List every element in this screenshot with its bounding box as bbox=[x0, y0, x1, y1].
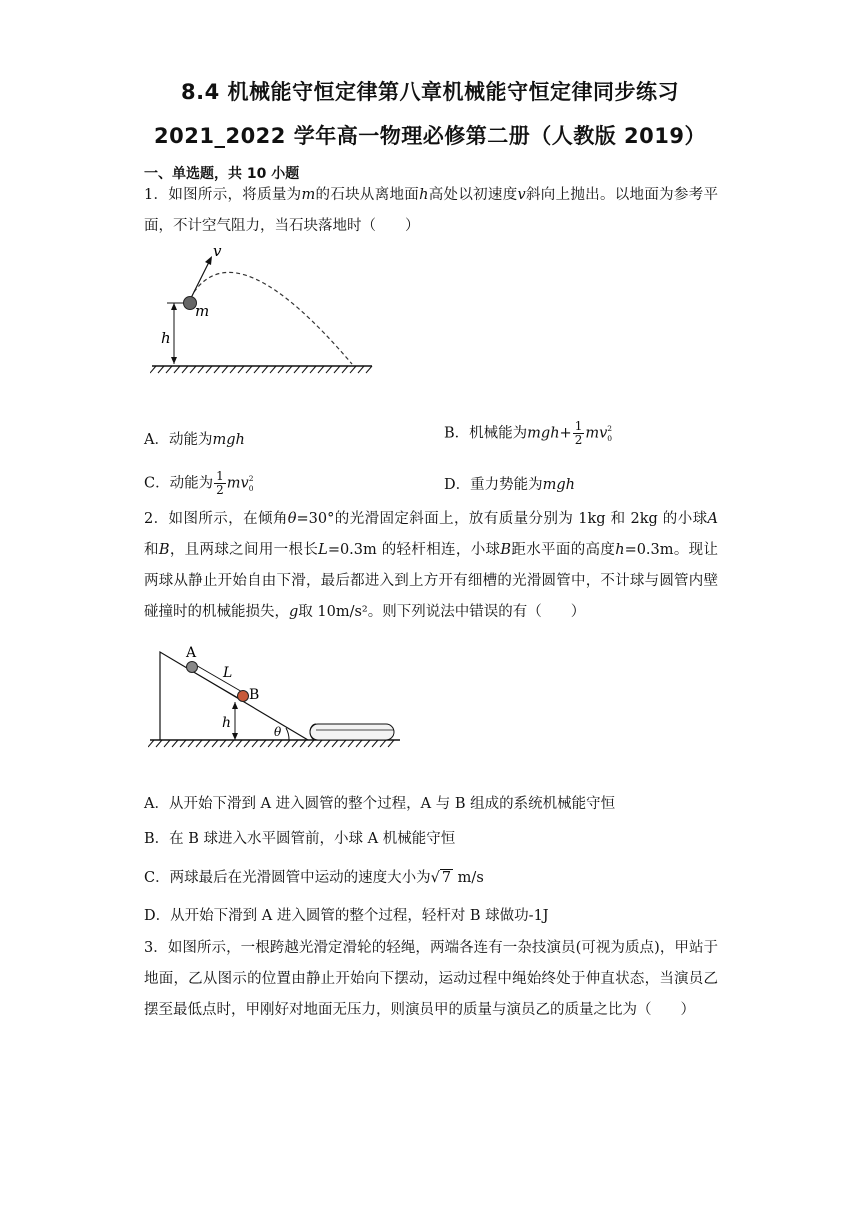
section-heading: 一、单选题，共 10 小题 bbox=[144, 166, 300, 182]
label-v: v bbox=[213, 242, 222, 260]
horizontal-tube bbox=[310, 724, 394, 740]
question-1-text: 1．如图所示，将质量为m的石块从离地面h高处以初速度v斜向上抛出。以地面为参考平面，不计空气阻力，当石块落地时（ ） bbox=[144, 187, 719, 234]
ball-b bbox=[238, 691, 249, 702]
title-line-2: 2021_2022 学年高一物理必修第二册（人教版 2019） bbox=[154, 124, 706, 148]
q2-option-c[interactable]: C．两球最后在光滑圆管中运动的速度大小为√ 7 m/s bbox=[144, 870, 484, 886]
question-2-text: 2．如图所示，在倾角θ=30°的光滑固定斜面上，放有质量分别为 1kg 和 2kg 的小球A和B，且两球之间用一根长L=0.3m 的轻杆相连，小球B距水平面的高度h=0.3m。现让两球从静止开始自由下滑，最后都进入到上方开有细槽的光滑圆管中，不计球与圆管内壁碰撞时的机械能损失，g取 10m/s²。则下列说法中错误的有（ ） bbox=[144, 511, 719, 620]
label-h: h bbox=[161, 329, 171, 347]
question-3-text: 3．如图所示，一根跨越光滑定滑轮的轻绳，两端各连有一杂技演员(可视为质点)，甲站于地面，乙从图示的位置由静止开始向下摆动，运动过程中绳始终处于伸直状态，当演员乙摆至最低点时，甲刚好对地面无压力，则演员甲的质量与演员乙的质量之比为（ ） bbox=[144, 940, 719, 1018]
q1-option-c[interactable]: C．动能为 $\frac{1}{2}$ mv 2 0 bbox=[144, 469, 254, 497]
q2-option-d[interactable]: D．从开始下滑到 A 进入圆管的整个过程，轻杆对 B 球做功-1J bbox=[144, 908, 549, 924]
q2-option-a[interactable]: A．从开始下滑到 A 进入圆管的整个过程，A 与 B 组成的系统机械能守恒 bbox=[144, 796, 616, 812]
label-a: A bbox=[186, 645, 197, 661]
label-theta: θ bbox=[274, 725, 282, 739]
q2-option-b[interactable]: B．在 B 球进入水平圆管前，小球 A 机械能守恒 bbox=[144, 831, 456, 847]
question-2-figure bbox=[148, 644, 408, 754]
label-m: m bbox=[195, 302, 210, 320]
title-line-1: 8.4 机械能守恒定律第八章机械能守恒定律同步练习 bbox=[180, 80, 679, 104]
label-l: L bbox=[223, 665, 233, 681]
label-b: B bbox=[249, 687, 260, 703]
ball-a bbox=[187, 662, 198, 673]
label-h2: h bbox=[222, 715, 232, 731]
q1-option-a[interactable]: A．动能为mgh bbox=[144, 432, 245, 448]
q1-option-d[interactable]: D．重力势能为mgh bbox=[444, 477, 575, 493]
q1-option-b[interactable]: B．机械能为mgh+ $\frac{1}{2}$ mv 2 0 bbox=[444, 419, 613, 447]
question-1-figure bbox=[150, 240, 380, 375]
